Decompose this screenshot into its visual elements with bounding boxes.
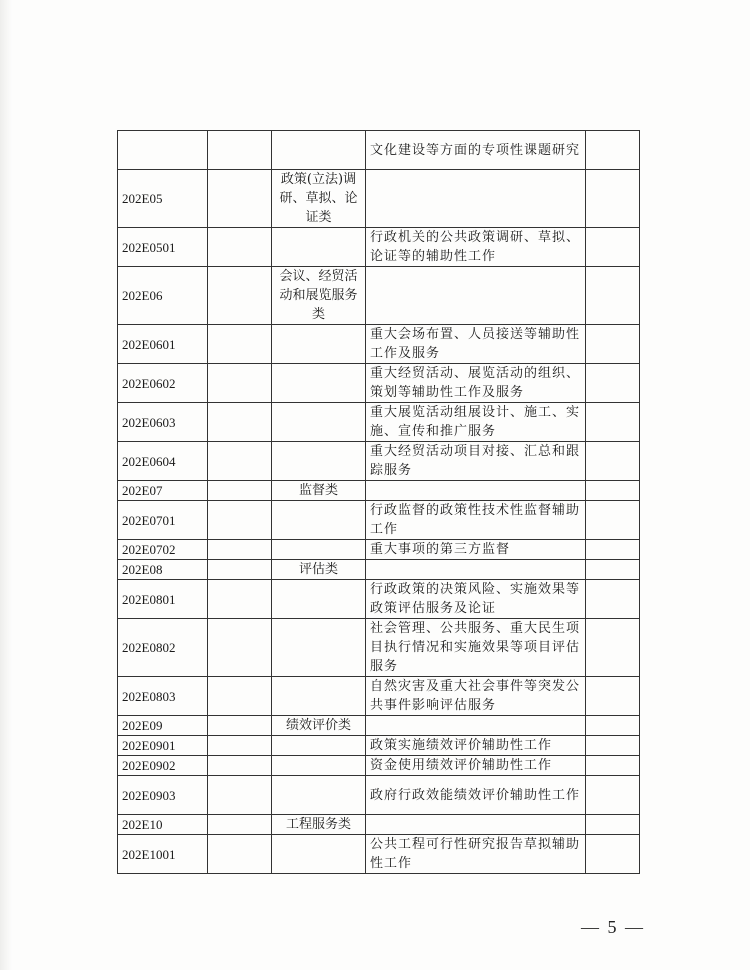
row-blank-col: [208, 501, 272, 540]
row-code: 202E0602: [118, 364, 208, 403]
row-category: 工程服务类: [272, 815, 366, 835]
row-code: 202E1001: [118, 835, 208, 874]
row-code: 202E0701: [118, 501, 208, 540]
row-category: [272, 540, 366, 560]
row-code: 202E0903: [118, 776, 208, 815]
row-blank-col: [208, 131, 272, 170]
row-description: 重大经贸活动、展览活动的组织、策划等辅助性工作及服务: [366, 364, 586, 403]
table-row: [118, 228, 640, 267]
table-row: [118, 716, 640, 736]
row-blank-col: [208, 835, 272, 874]
row-description: 行政机关的公共政策调研、草拟、论证等的辅助性工作: [366, 228, 586, 267]
row-category: 评估类: [272, 560, 366, 580]
table-row: [118, 756, 640, 776]
row-remark: [586, 364, 640, 403]
row-category: [272, 776, 366, 815]
row-description: 公共工程可行性研究报告草拟辅助性工作: [366, 835, 586, 874]
row-description: 资金使用绩效评价辅助性工作: [366, 756, 586, 776]
row-code: 202E0604: [118, 442, 208, 481]
row-code: 202E0702: [118, 540, 208, 560]
row-remark: [586, 815, 640, 835]
row-category: 会议、经贸活动和展览服务类: [272, 267, 366, 325]
row-description: [366, 815, 586, 835]
row-remark: [586, 756, 640, 776]
row-remark: [586, 442, 640, 481]
row-description: 重大展览活动组展设计、施工、实施、宣传和推广服务: [366, 403, 586, 442]
row-description: 重大会场布置、人员接送等辅助性工作及服务: [366, 325, 586, 364]
row-code: 202E05: [118, 170, 208, 228]
row-blank-col: [208, 677, 272, 716]
catalog-table-body: [118, 131, 640, 874]
row-remark: [586, 835, 640, 874]
page-number: — 5 —: [581, 917, 645, 937]
row-code: 202E09: [118, 716, 208, 736]
table-row: [118, 325, 640, 364]
row-code: 202E0902: [118, 756, 208, 776]
row-blank-col: [208, 776, 272, 815]
row-code: 202E07: [118, 481, 208, 501]
row-description: 文化建设等方面的专项性课题研究: [366, 131, 586, 170]
table-row: [118, 776, 640, 815]
row-category: [272, 756, 366, 776]
row-code: 202E0803: [118, 677, 208, 716]
row-blank-col: [208, 325, 272, 364]
row-code: 202E0601: [118, 325, 208, 364]
table-row: [118, 442, 640, 481]
row-blank-col: [208, 481, 272, 501]
row-category: 政策(立法)调研、草拟、论证类: [272, 170, 366, 228]
row-description: 重大事项的第三方监督: [366, 540, 586, 560]
row-code: [118, 131, 208, 170]
row-blank-col: [208, 267, 272, 325]
row-description: 行政政策的决策风险、实施效果等政策评估服务及论证: [366, 580, 586, 619]
row-remark: [586, 580, 640, 619]
row-blank-col: [208, 540, 272, 560]
row-description: [366, 481, 586, 501]
row-code: 202E08: [118, 560, 208, 580]
row-description: [366, 267, 586, 325]
row-blank-col: [208, 756, 272, 776]
row-remark: [586, 325, 640, 364]
row-description: [366, 716, 586, 736]
table-row: [118, 540, 640, 560]
row-blank-col: [208, 442, 272, 481]
table-row: [118, 835, 640, 874]
row-blank-col: [208, 560, 272, 580]
row-remark: [586, 540, 640, 560]
table-row: [118, 580, 640, 619]
row-description: [366, 560, 586, 580]
table-row: [118, 481, 640, 501]
table-row: [118, 267, 640, 325]
row-blank-col: [208, 815, 272, 835]
row-category: 绩效评价类: [272, 716, 366, 736]
row-category: [272, 364, 366, 403]
row-code: 202E10: [118, 815, 208, 835]
row-remark: [586, 736, 640, 756]
table-row: [118, 131, 640, 170]
row-category: [272, 677, 366, 716]
row-blank-col: [208, 716, 272, 736]
row-blank-col: [208, 403, 272, 442]
row-remark: [586, 716, 640, 736]
table-row: [118, 619, 640, 677]
row-remark: [586, 131, 640, 170]
row-category: [272, 228, 366, 267]
row-category: [272, 835, 366, 874]
table-row: [118, 815, 640, 835]
row-description: 政府行政效能绩效评价辅助性工作: [366, 776, 586, 815]
row-blank-col: [208, 170, 272, 228]
row-code: 202E0802: [118, 619, 208, 677]
scan-edge-shadow: [0, 0, 12, 970]
row-remark: [586, 776, 640, 815]
row-description: 社会管理、公共服务、重大民生项目执行情况和实施效果等项目评估服务: [366, 619, 586, 677]
table-row: [118, 560, 640, 580]
row-remark: [586, 619, 640, 677]
table-row: [118, 403, 640, 442]
row-remark: [586, 228, 640, 267]
row-remark: [586, 560, 640, 580]
row-category: [272, 736, 366, 756]
row-blank-col: [208, 580, 272, 619]
row-code: 202E0603: [118, 403, 208, 442]
row-description: 行政监督的政策性技术性监督辅助工作: [366, 501, 586, 540]
row-description: 政策实施绩效评价辅助性工作: [366, 736, 586, 756]
row-remark: [586, 403, 640, 442]
row-description: [366, 170, 586, 228]
table-row: [118, 677, 640, 716]
table-row: [118, 501, 640, 540]
row-blank-col: [208, 619, 272, 677]
row-code: 202E0501: [118, 228, 208, 267]
table-row: [118, 170, 640, 228]
row-category: 监督类: [272, 481, 366, 501]
row-blank-col: [208, 364, 272, 403]
row-category: [272, 131, 366, 170]
row-category: [272, 325, 366, 364]
row-remark: [586, 481, 640, 501]
row-category: [272, 403, 366, 442]
row-category: [272, 619, 366, 677]
row-code: 202E0901: [118, 736, 208, 756]
row-category: [272, 501, 366, 540]
row-category: [272, 442, 366, 481]
row-description: 自然灾害及重大社会事件等突发公共事件影响评估服务: [366, 677, 586, 716]
row-blank-col: [208, 736, 272, 756]
table-row: [118, 736, 640, 756]
row-remark: [586, 170, 640, 228]
table-row: [118, 364, 640, 403]
row-description: 重大经贸活动项目对接、汇总和跟踪服务: [366, 442, 586, 481]
row-remark: [586, 267, 640, 325]
row-code: 202E06: [118, 267, 208, 325]
catalog-table: [117, 130, 640, 874]
row-code: 202E0801: [118, 580, 208, 619]
row-blank-col: [208, 228, 272, 267]
row-remark: [586, 677, 640, 716]
row-category: [272, 580, 366, 619]
row-remark: [586, 501, 640, 540]
